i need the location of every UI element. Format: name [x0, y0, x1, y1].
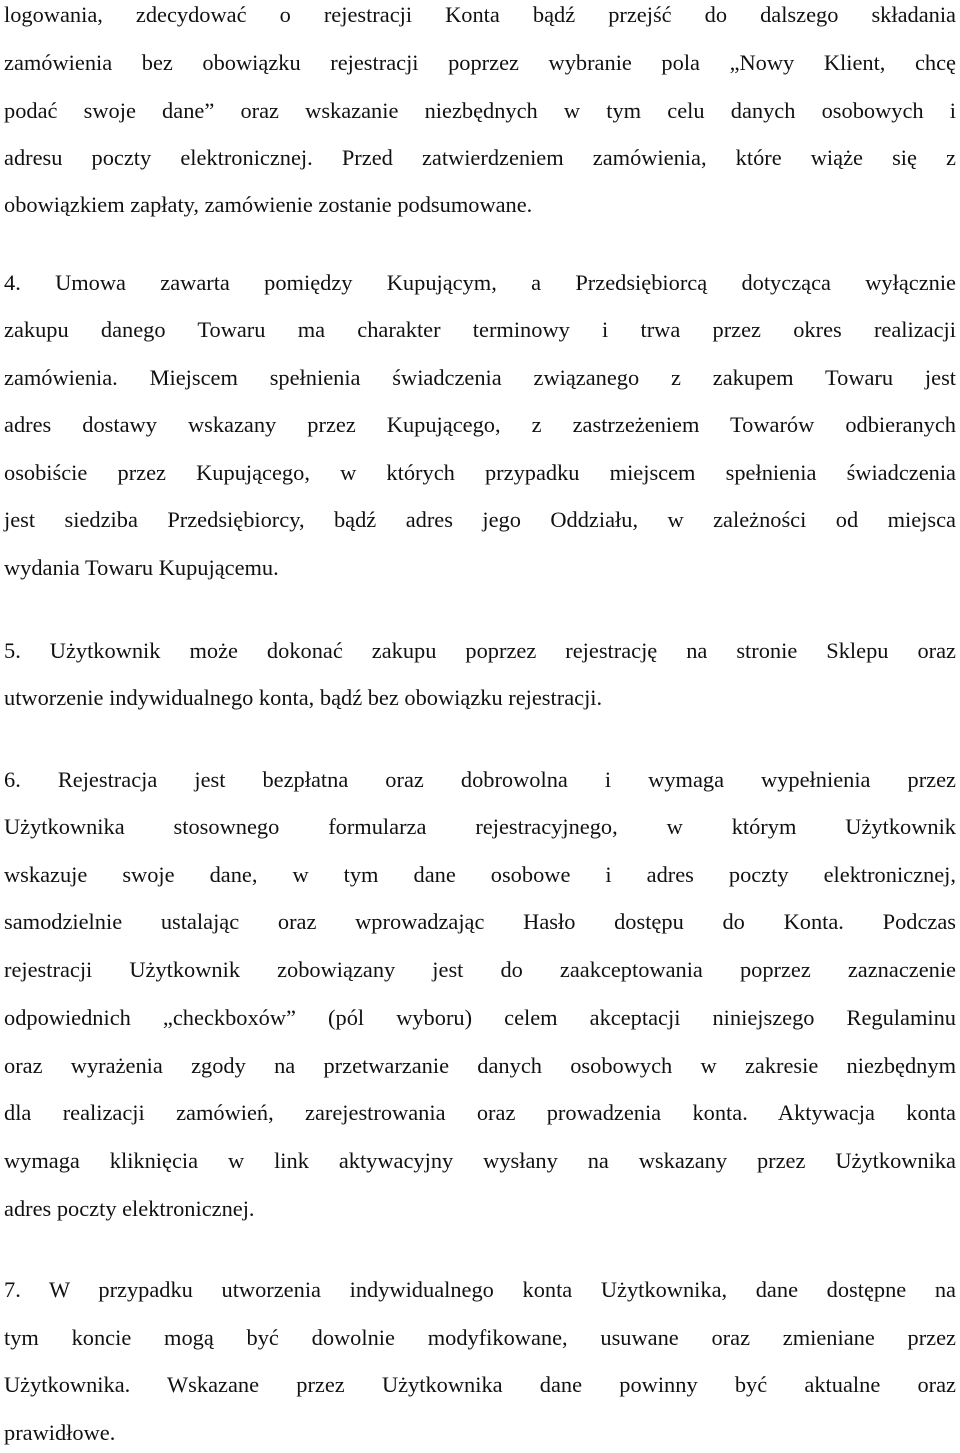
- text-line: osobiście przez Kupującego, w których przypadku miejscem spełnienia świadczenia: [4, 460, 956, 485]
- text-line: adres poczty elektronicznej.: [4, 1196, 255, 1221]
- text-line: Użytkownika stosownego formularza rejestracyjnego, w którym Użytkownik: [4, 814, 956, 839]
- text-line: adres dostawy wskazany przez Kupującego, z zastrzeżeniem Towarów odbieranych: [4, 412, 956, 437]
- text-line: prawidłowe.: [4, 1420, 116, 1445]
- text-line: adresu poczty elektronicznej. Przed zatwierdzeniem zamówienia, które wiąże się z: [4, 145, 956, 170]
- text-line: zamówienia. Miejscem spełnienia świadczenia związanego z zakupem Towaru jest: [4, 365, 956, 390]
- text-line: zakupu danego Towaru ma charakter terminowy i trwa przez okres realizacji: [4, 317, 956, 342]
- text-line: oraz wyrażenia zgody na przetwarzanie danych osobowych w zakresie niezbędnym: [4, 1053, 956, 1078]
- text-line: jest siedziba Przedsiębiorcy, bądź adres jego Oddziału, w zależności od miejsca: [4, 507, 956, 532]
- text-line: rejestracji Użytkownik zobowiązany jest do zaakceptowania poprzez zaznaczenie: [4, 957, 956, 982]
- text-line: 7. W przypadku utworzenia indywidualnego konta Użytkownika, dane dostępne na: [4, 1277, 956, 1302]
- text-line: 6. Rejestracja jest bezpłatna oraz dobrowolna i wymaga wypełnienia przez: [4, 767, 956, 792]
- text-line: wymaga kliknięcia w link aktywacyjny wysłany na wskazany przez Użytkownika: [4, 1148, 956, 1173]
- text-line: obowiązkiem zapłaty, zamówienie zostanie podsumowane.: [4, 192, 533, 217]
- text-line: utworzenie indywidualnego konta, bądź bez obowiązku rejestracji.: [4, 685, 603, 710]
- text-line: wydania Towaru Kupującemu.: [4, 555, 279, 580]
- text-line: Użytkownika. Wskazane przez Użytkownika dane powinny być aktualne oraz: [4, 1372, 956, 1397]
- text-line: podać swoje dane” oraz wskazanie niezbędnych w tym celu danych osobowych i: [4, 98, 956, 123]
- text-line: odpowiednich „checkboxów” (pól wyboru) celem akceptacji niniejszego Regulaminu: [4, 1005, 956, 1030]
- text-line: wskazuje swoje dane, w tym dane osobowe i adres poczty elektronicznej,: [4, 862, 956, 887]
- text-line: tym koncie mogą być dowolnie modyfikowane, usuwane oraz zmieniane przez: [4, 1325, 956, 1350]
- text-line: zamówienia bez obowiązku rejestracji poprzez wybranie pola „Nowy Klient, chcę: [4, 50, 956, 75]
- text-line: dla realizacji zamówień, zarejestrowania oraz prowadzenia konta. Aktywacja konta: [4, 1100, 956, 1125]
- text-line: logowania, zdecydować o rejestracji Konta bądź przejść do dalszego składania: [4, 2, 956, 27]
- text-line: 5. Użytkownik może dokonać zakupu poprzez rejestrację na stronie Sklepu oraz: [4, 638, 956, 663]
- text-line: 4. Umowa zawarta pomiędzy Kupującym, a Przedsiębiorcą dotycząca wyłącznie: [4, 270, 956, 295]
- text-line: samodzielnie ustalając oraz wprowadzając Hasło dostępu do Konta. Podczas: [4, 909, 956, 934]
